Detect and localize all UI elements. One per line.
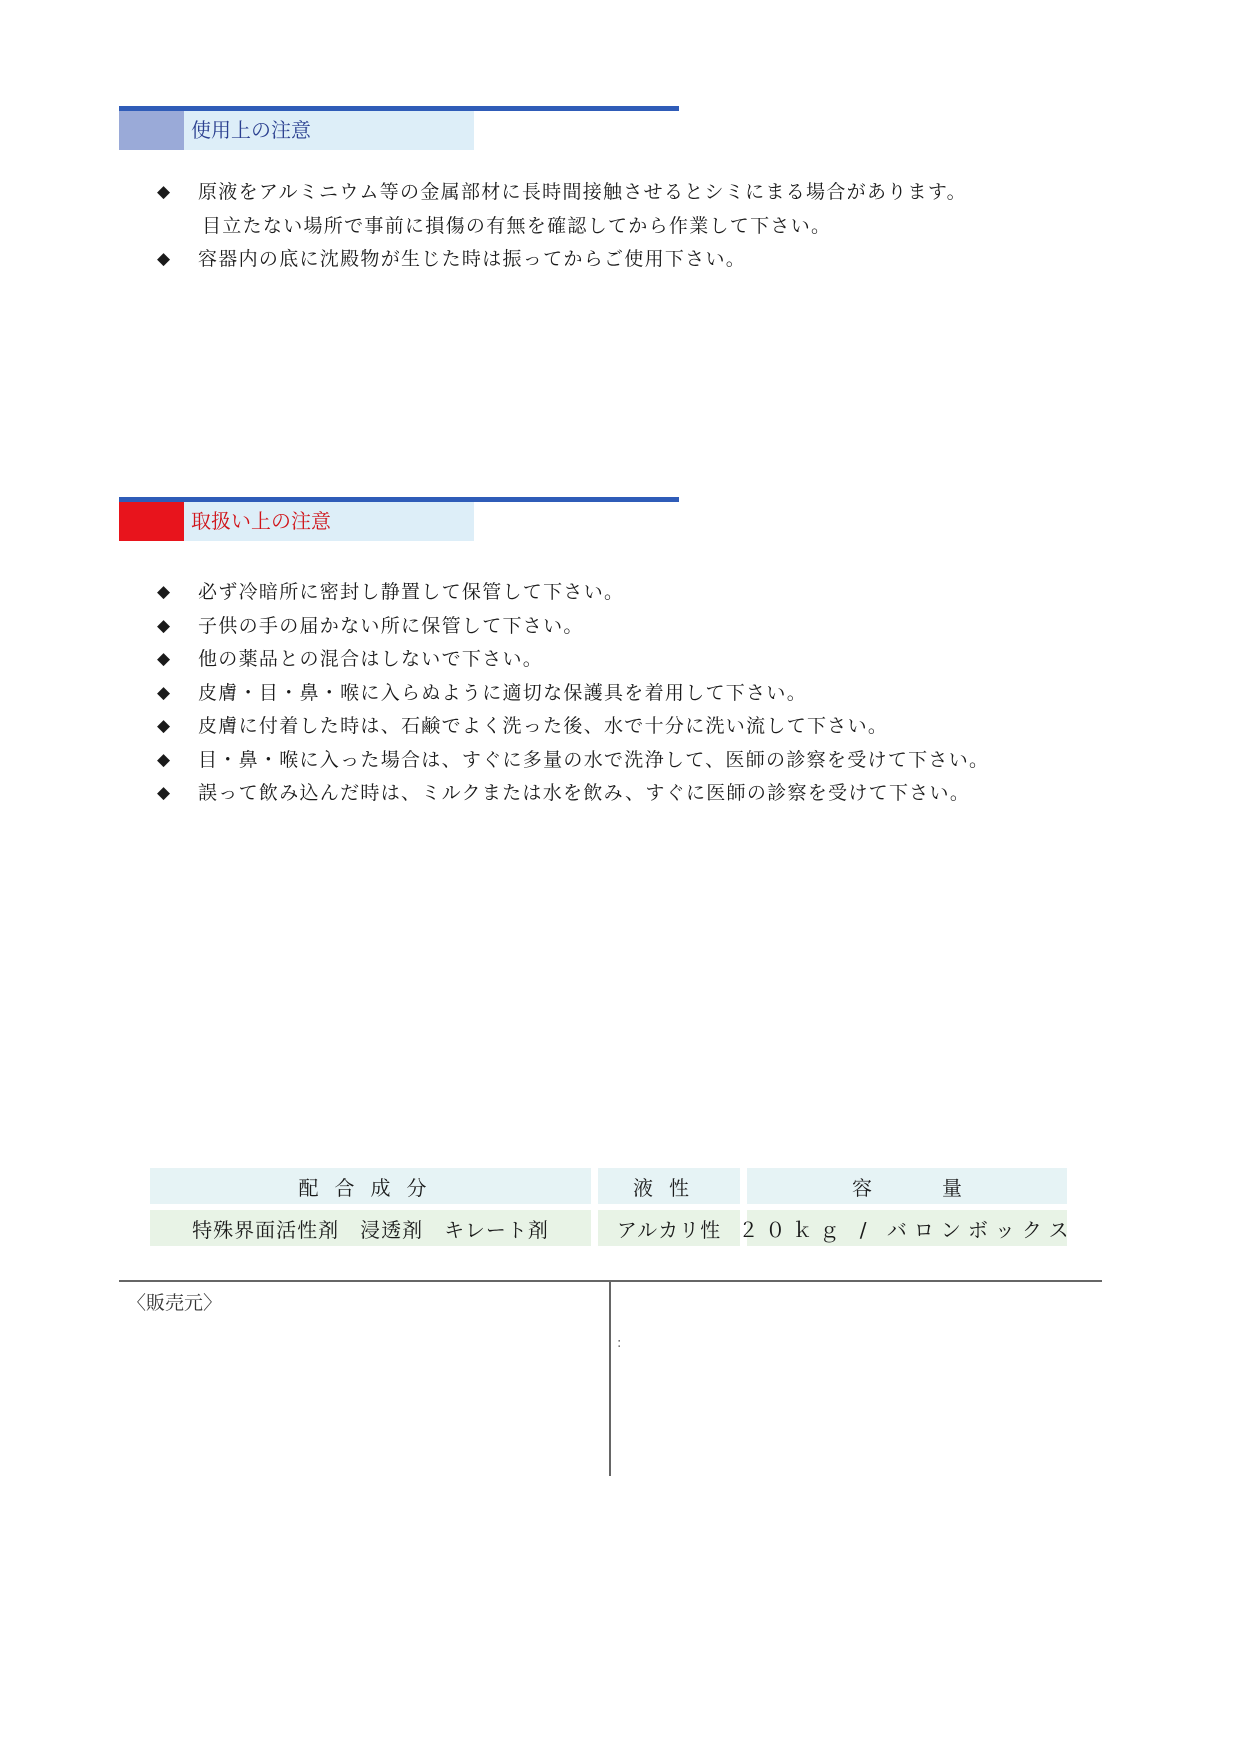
liquid-property-header bbox=[598, 1168, 740, 1204]
list-item-text: 皮膚・目・鼻・喉に入らぬように適切な保護具を着用して下さい。 bbox=[198, 681, 808, 704]
diamond-bullet-icon: ◆ bbox=[157, 682, 172, 703]
liquid-property-value-text: アルカリ性 bbox=[616, 1217, 722, 1242]
list-item-text: 子供の手の届かない所に保管して下さい。 bbox=[198, 614, 584, 637]
list-item-text: 目立たない場所で事前に損傷の有無を確認してから作業して下さい。 bbox=[202, 214, 832, 237]
spec-table bbox=[0, 1168, 1244, 1248]
list-item-text: 目・鼻・喉に入った場合は、すぐに多量の水で洗浄して、医師の診察を受けて下さい。 bbox=[198, 748, 990, 771]
list-item-text: 誤って飲み込んだ時は、ミルクまたは水を飲み、すぐに医師の診察を受けて下さい。 bbox=[198, 782, 971, 804]
diamond-bullet-icon: ◆ bbox=[157, 249, 172, 269]
diamond-bullet-icon: ◆ bbox=[157, 716, 172, 736]
ingredients-value bbox=[150, 1210, 591, 1246]
list-item-text: 他の薬品との混合はしないで下さい。 bbox=[198, 648, 544, 670]
capacity-header-text-1: 容 bbox=[852, 1175, 872, 1200]
liquid-property-value bbox=[598, 1210, 740, 1246]
handling-notes-title: 取扱い上の注意 bbox=[191, 509, 331, 533]
ingredients-header bbox=[150, 1168, 591, 1204]
capacity-value bbox=[738, 1210, 1076, 1246]
diamond-bullet-icon: ◆ bbox=[157, 749, 172, 770]
handling-notes-header bbox=[119, 497, 679, 541]
seller-label: 〈販売元〉 bbox=[127, 1292, 223, 1314]
diamond-bullet-icon: ◆ bbox=[157, 582, 172, 602]
diamond-bullet-icon: ◆ bbox=[157, 182, 172, 202]
list-item-text: 容器内の底に沈殿物が生じた時は振ってからご使用下さい。 bbox=[198, 248, 747, 270]
diamond-bullet-icon: ◆ bbox=[157, 783, 172, 803]
capacity-header bbox=[747, 1168, 1067, 1204]
diamond-bullet-icon: ◆ bbox=[157, 649, 172, 669]
list-item-text: 必ず冷暗所に密封し静置して保管して下さい。 bbox=[198, 581, 625, 603]
list-item-text: 原液をアルミニウム等の金属部材に長時間接触させるとシミにまる場合があります。 bbox=[198, 181, 967, 203]
list-item-text: 皮膚に付着した時は、石鹸でよく洗った後、水で十分に洗い流して下さい。 bbox=[198, 715, 889, 737]
ingredients-value-text: 特殊界面活性剤 浸透剤 キレート剤 bbox=[192, 1217, 549, 1242]
seller-right-mark: : bbox=[617, 1336, 622, 1351]
seller-vertical-divider bbox=[609, 1281, 611, 1476]
diamond-bullet-icon: ◆ bbox=[157, 615, 172, 636]
header-accent-block bbox=[119, 502, 184, 541]
capacity-value-text: ２０ｋｇ / バロンボックス bbox=[738, 1217, 1076, 1242]
usage-notes-title: 使用上の注意 bbox=[191, 118, 311, 142]
usage-notes-header bbox=[119, 106, 679, 150]
capacity-header-text-2: 量 bbox=[942, 1175, 962, 1200]
liquid-property-header-text: 液性 bbox=[633, 1175, 705, 1200]
header-accent-block bbox=[119, 111, 184, 150]
ingredients-header-text: 配合成分 bbox=[298, 1175, 443, 1200]
